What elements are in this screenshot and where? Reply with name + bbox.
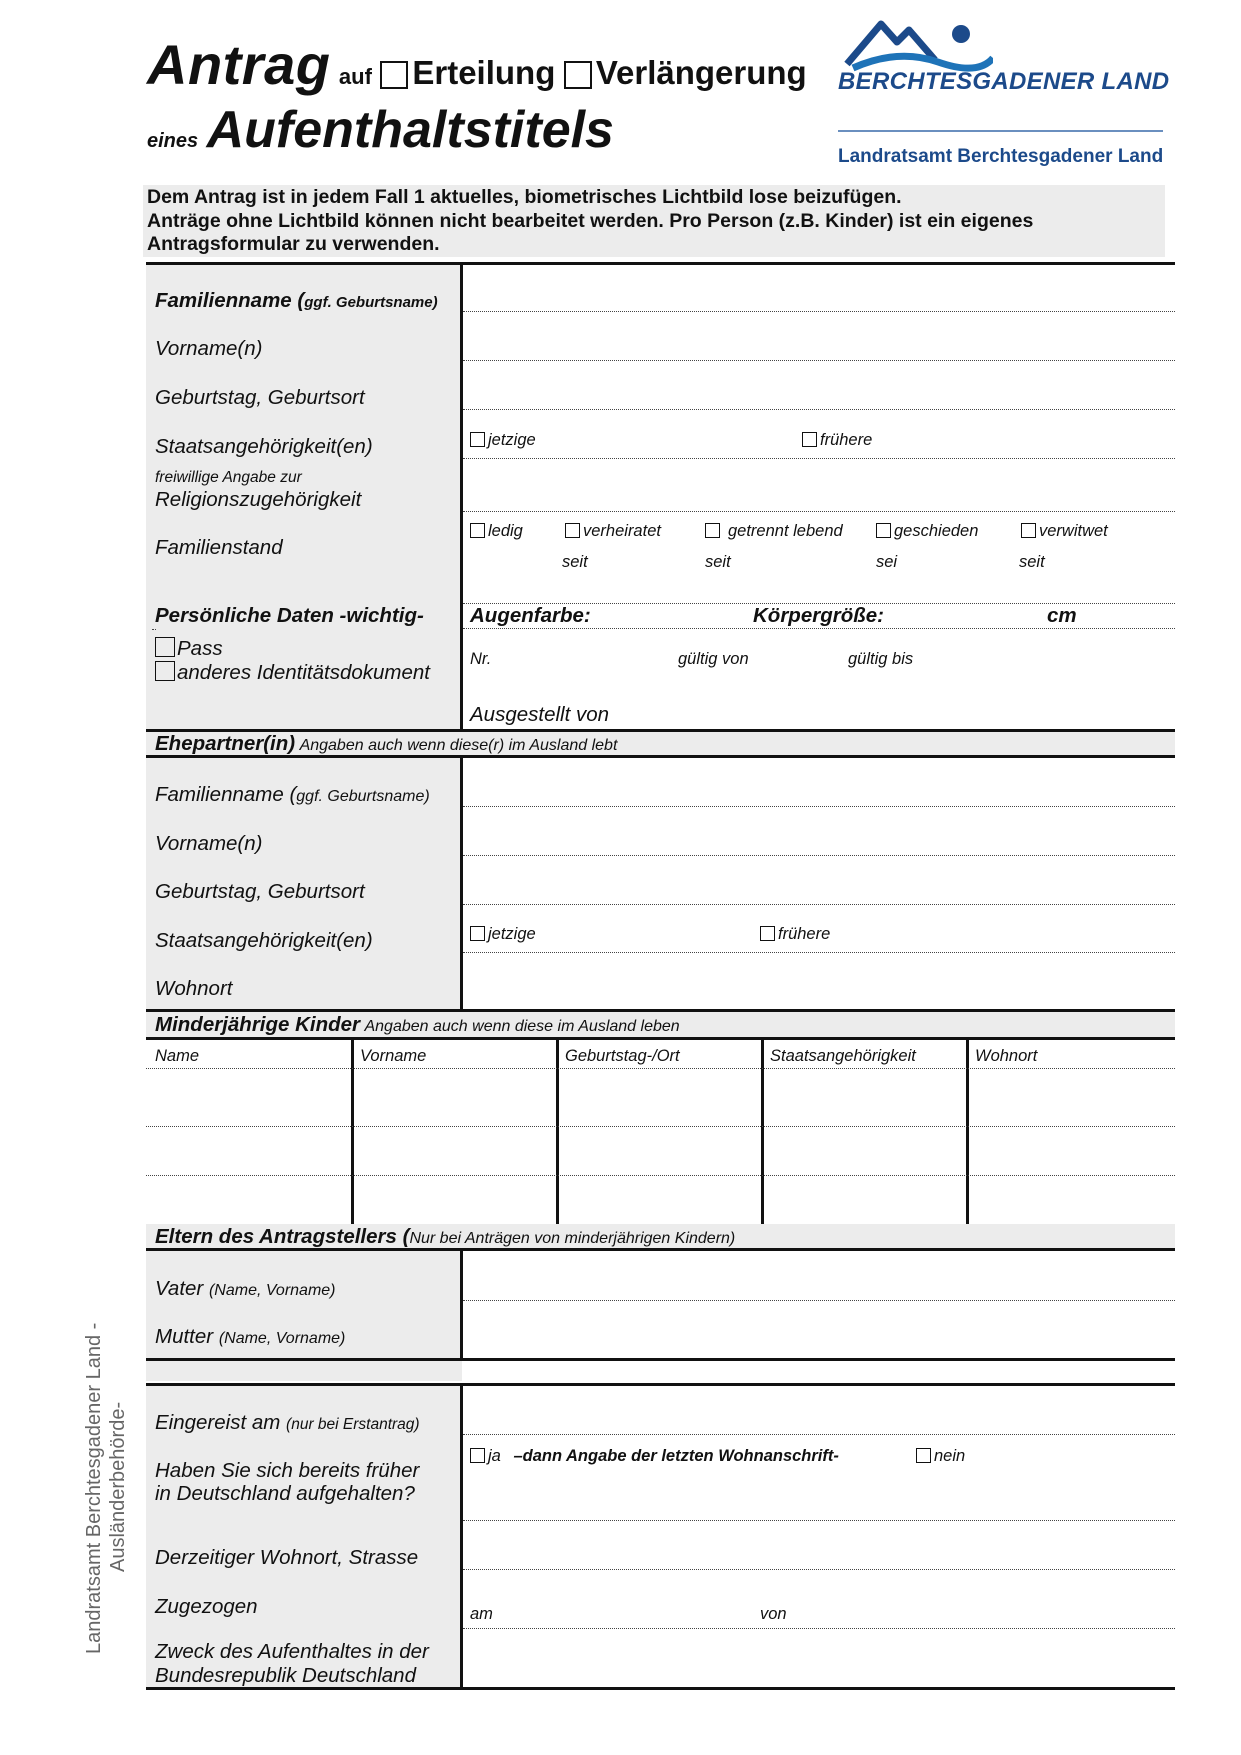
- eye-color-label: Augenfarbe:: [470, 604, 591, 627]
- prior-stay-no: nein: [916, 1447, 965, 1466]
- option-erteilung: Erteilung: [412, 54, 556, 91]
- prior-stay-yes: ja –dann Angabe der letzten Wohnanschrift-: [470, 1447, 839, 1466]
- children-col-firstname: Vorname: [360, 1047, 427, 1065]
- residence-label-column: [146, 1361, 462, 1381]
- prior-yes-checkbox[interactable]: [470, 1448, 485, 1463]
- personal-data-label: Persönliche Daten -wichtig-: [155, 604, 424, 627]
- children-col-residence: Wohnort: [975, 1047, 1038, 1065]
- children-col-nationality: Staatsangehörigkeit: [770, 1047, 916, 1065]
- prior-no-checkbox[interactable]: [916, 1448, 931, 1463]
- cm-label: cm: [1047, 604, 1077, 627]
- ledig-checkbox[interactable]: [470, 523, 485, 538]
- since-4: seit: [1019, 553, 1045, 571]
- moved-am-label: am: [470, 1605, 493, 1623]
- option-verlaengerung: Verlängerung: [595, 54, 807, 91]
- sidebar-line-2: Ausländerbehörde-: [107, 1401, 129, 1572]
- spouse-former-checkbox[interactable]: [760, 926, 775, 941]
- nationality-former-checkbox[interactable]: [802, 432, 817, 447]
- marital-getrennt: getrennt lebend: [705, 522, 843, 541]
- spouse-residence-label: Wohnort: [155, 977, 233, 1000]
- getrennt-checkbox[interactable]: [705, 523, 720, 538]
- notice-line-2: Anträge ohne Lichtbild können nicht bearbeitet werden. Pro Person (z.B. Kinder) ist ein eigenes: [147, 209, 1034, 232]
- verlaengerung-checkbox[interactable]: [564, 61, 592, 89]
- mountain-logo-icon: [843, 18, 993, 73]
- applicant-firstname-label: Vorname(n): [155, 337, 263, 360]
- verheiratet-checkbox[interactable]: [565, 523, 580, 538]
- applicant-nationality-former: frühere: [802, 431, 872, 450]
- spouse-birth-label: Geburtstag, Geburtsort: [155, 880, 365, 903]
- spouse-current-checkbox[interactable]: [470, 926, 485, 941]
- father-label: Vater (Name, Vorname): [155, 1277, 336, 1300]
- valid-from-label: gültig von: [678, 650, 749, 668]
- height-label: Körpergröße:: [753, 604, 884, 627]
- passport-option: Pass: [155, 637, 223, 661]
- logo-authority: Landratsamt Berchtesgadener Land: [838, 146, 1164, 167]
- subtitle-eines: eines: [147, 130, 199, 152]
- marital-geschieden: geschieden: [876, 522, 978, 541]
- sidebar-line-1: Landratsamt Berchtesgadener Land -: [83, 1322, 105, 1654]
- children-heading: Minderjährige Kinder Angaben auch wenn diese im Ausland leben: [155, 1013, 680, 1036]
- marital-label: Familienstand: [155, 536, 283, 559]
- notice-line-1: Dem Antrag ist in jedem Fall 1 aktuelles, biometrisches Lichtbild lose beizufügen.: [147, 186, 902, 208]
- subtitle-word: Aufenthaltstitels: [206, 101, 614, 159]
- mother-label: Mutter (Name, Vorname): [155, 1325, 346, 1348]
- spouse-firstname-label: Vorname(n): [155, 832, 263, 855]
- since-3: sei: [876, 553, 898, 571]
- issued-by-label: Ausgestellt von: [470, 703, 610, 726]
- title-auf: auf: [338, 64, 372, 89]
- erteilung-checkbox[interactable]: [380, 61, 408, 89]
- spouse-surname-label: Familienname (ggf. Geburtsname): [155, 783, 430, 806]
- prior-stay-label: Haben Sie sich bereits früher in Deutschland aufgehalten?: [155, 1459, 420, 1505]
- sidebar-authority-text: [82, 1323, 130, 1654]
- moved-von-label: von: [760, 1605, 787, 1623]
- religion-label: Religionszugehörigkeit: [155, 488, 362, 511]
- spouse-nationality-label: Staatsangehörigkeit(en): [155, 929, 373, 952]
- marital-ledig: ledig: [470, 522, 523, 541]
- title-word: Antrag: [147, 33, 331, 96]
- spouse-nationality-former: frühere: [760, 925, 830, 944]
- parents-heading: Eltern des Antragstellers (Nur bei Anträgen von minderjährigen Kindern): [155, 1225, 736, 1248]
- applicant-surname-label: Familienname (ggf. Geburtsname): [155, 289, 438, 312]
- id-number-label: Nr.: [470, 650, 492, 668]
- other-id-option: anderes Identitätsdokument: [155, 661, 430, 685]
- marital-verheiratet: verheiratet: [565, 522, 661, 541]
- entered-label: Eingereist am (nur bei Erstantrag): [155, 1411, 420, 1434]
- geschieden-checkbox[interactable]: [876, 523, 891, 538]
- nationality-current-checkbox[interactable]: [470, 432, 485, 447]
- since-1: seit: [562, 553, 588, 571]
- marital-verwitwet: verwitwet: [1021, 522, 1108, 541]
- form-title: [147, 32, 807, 97]
- spouse-nationality-current: jetzige: [470, 925, 536, 944]
- other-id-checkbox[interactable]: [155, 661, 175, 681]
- moved-label: Zugezogen: [155, 1595, 258, 1618]
- purpose-label: Zweck des Aufenthaltes in der Bundesrepublik Deutschland: [155, 1640, 429, 1687]
- applicant-nationality-current: jetzige: [470, 431, 536, 450]
- notice-line-3: Antragsformular zu verwenden.: [147, 233, 440, 255]
- verwitwet-checkbox[interactable]: [1021, 523, 1036, 538]
- children-col-name: Name: [155, 1047, 200, 1065]
- children-col-birth: Geburtstag-/Ort: [565, 1047, 680, 1065]
- logo: [838, 18, 1168, 168]
- logo-brand: BERCHTESGADENER LAND: [838, 68, 1170, 95]
- valid-to-label: gültig bis: [848, 650, 914, 668]
- passport-checkbox[interactable]: [155, 637, 175, 657]
- applicant-nationality-label: Staatsangehörigkeit(en): [155, 435, 373, 458]
- current-address-label: Derzeitiger Wohnort, Strasse: [155, 1546, 419, 1569]
- since-2: seit: [705, 553, 731, 571]
- spouse-heading: Ehepartner(in) Angaben auch wenn diese(r) im Ausland lebt: [155, 732, 618, 755]
- religion-hint: freiwillige Angabe zur: [155, 469, 302, 486]
- applicant-birth-label: Geburtstag, Geburtsort: [155, 386, 365, 409]
- form-subtitle: [147, 100, 614, 160]
- notice-text: [147, 186, 1033, 257]
